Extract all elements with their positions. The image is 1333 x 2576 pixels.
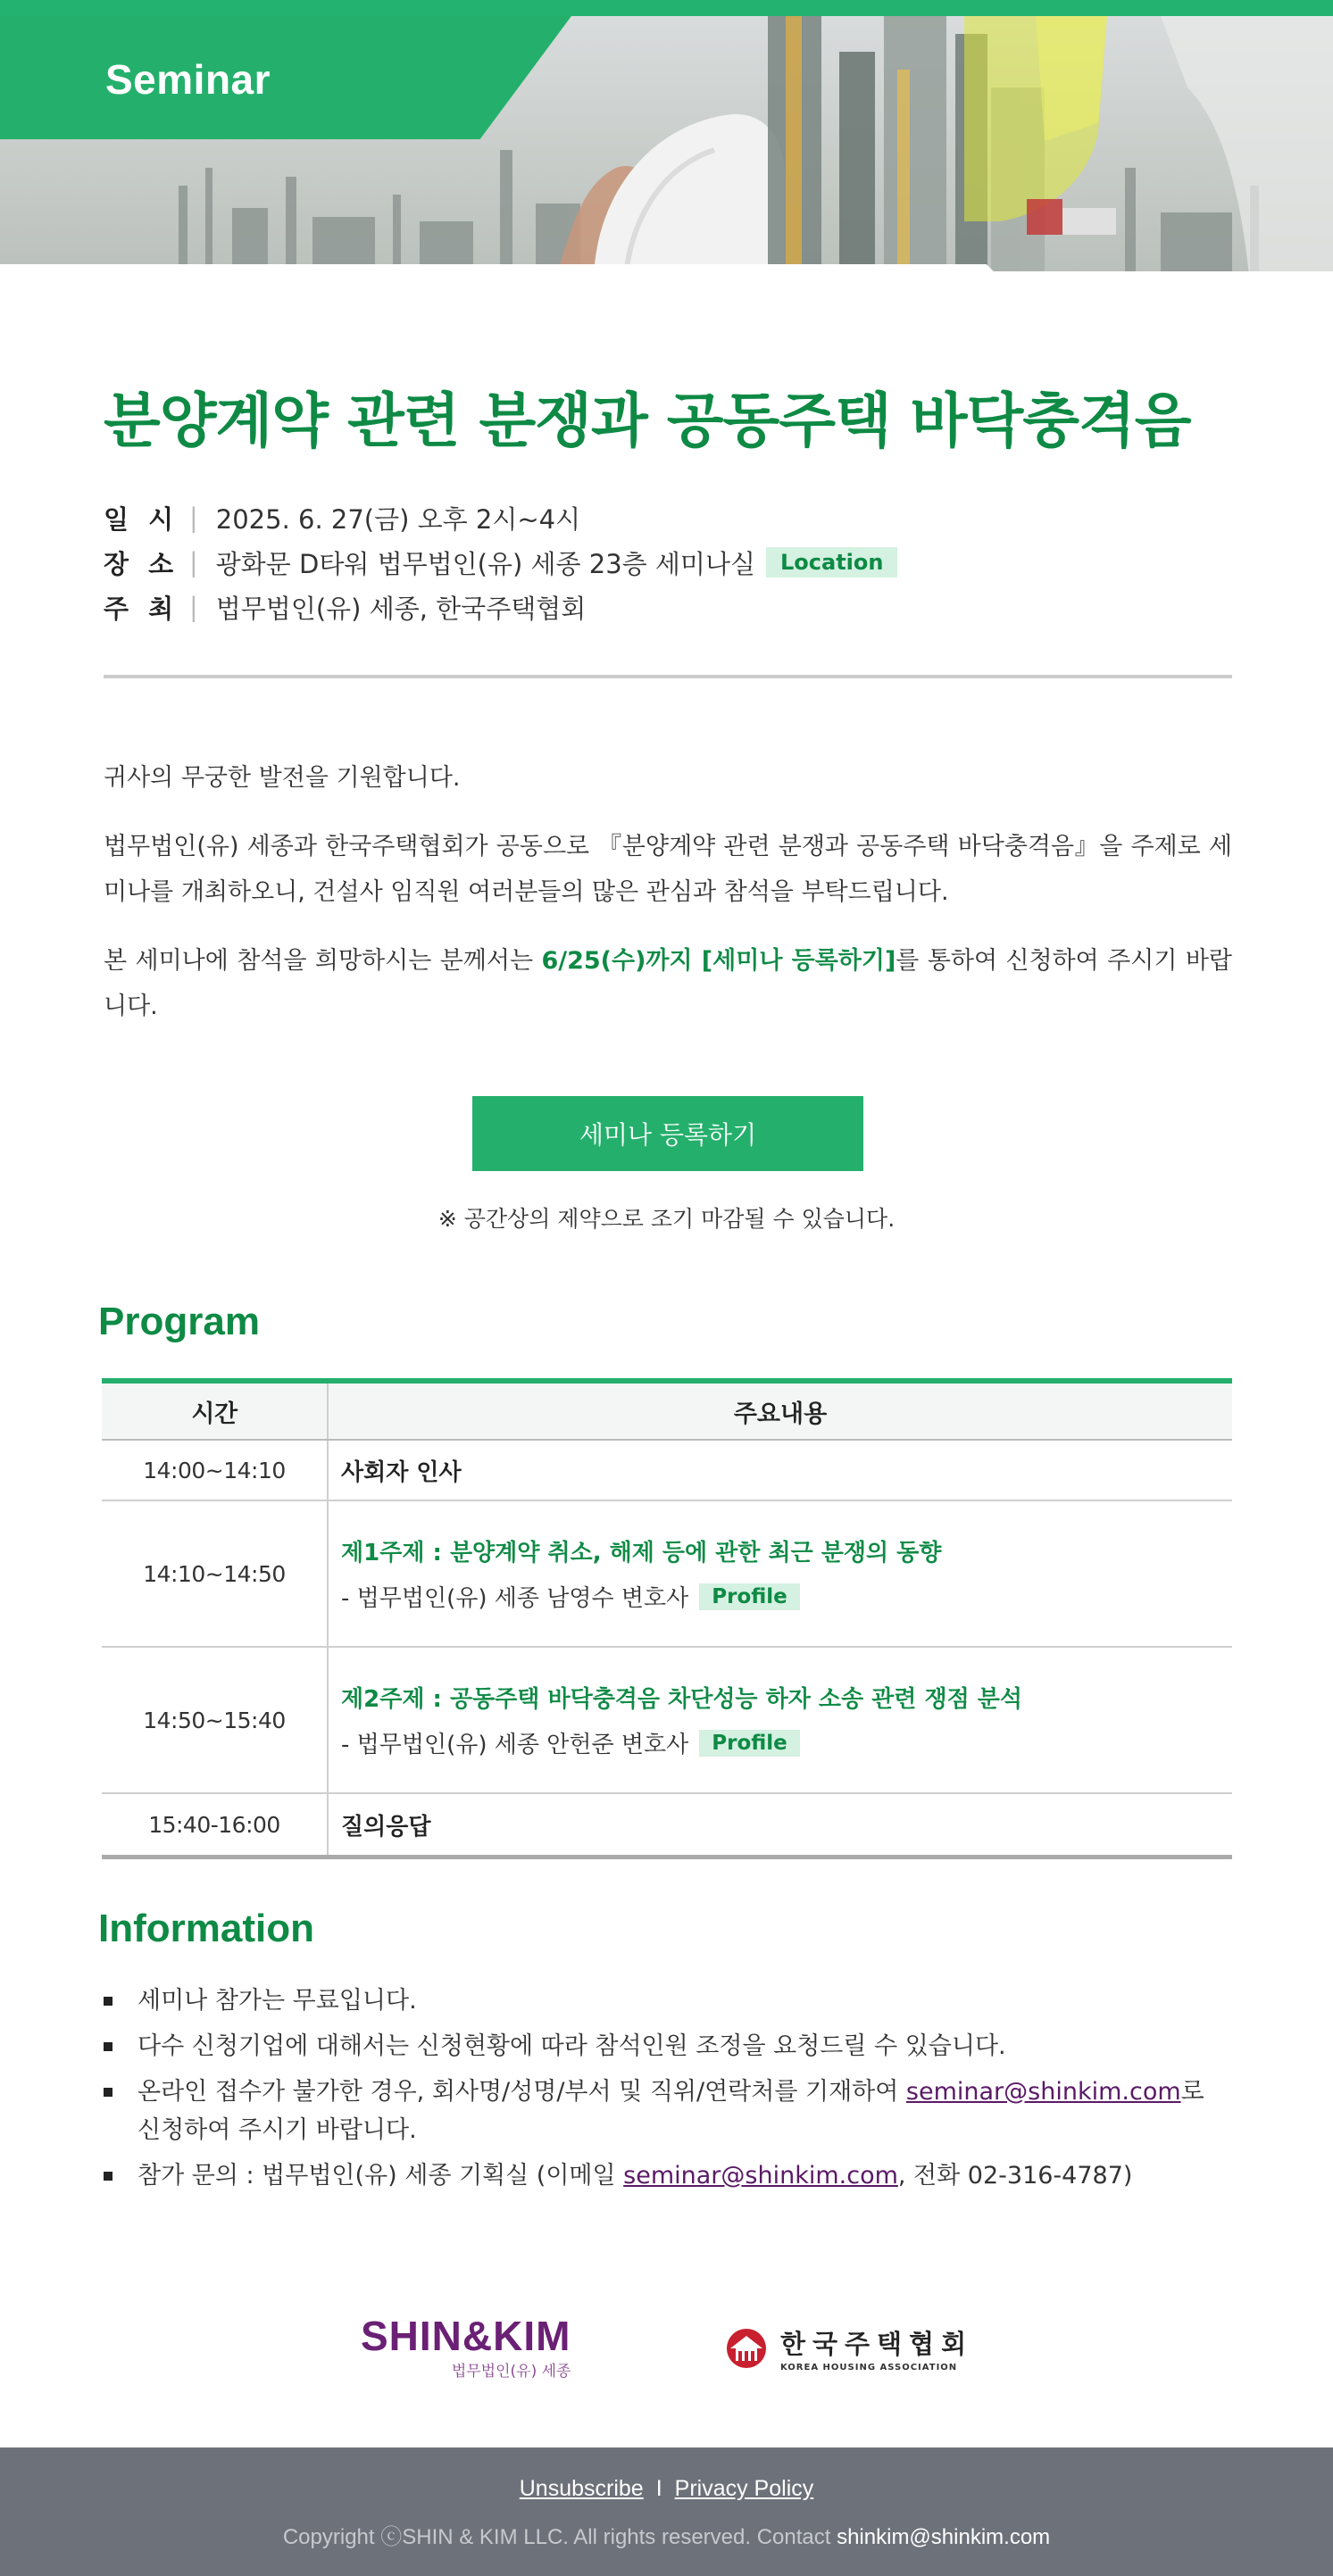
meta-venue — [104, 540, 897, 585]
footer — [0, 2447, 1333, 2576]
meta-venue-value: 광화문 D타워 법무법인(유) 세종 23층 세미나실 — [215, 548, 755, 579]
footer-link-separator: I — [655, 2476, 662, 2501]
program-theme: 제1주제 : 분양계약 취소, 해제 등에 관한 최근 분쟁의 동향 — [341, 1540, 942, 1566]
program-header-row — [102, 1384, 1232, 1441]
meta-host-value: 법무법인(유) 세종, 한국주택협회 — [215, 593, 587, 624]
list-item — [102, 2156, 1232, 2195]
location-link[interactable]: Location — [766, 547, 897, 578]
program-content — [329, 1501, 1232, 1646]
info-text: 참가 문의 : 법무법인(유) 세종 기획실 (이메일 — [137, 2162, 624, 2190]
invitation-body — [104, 755, 1232, 1052]
email-link[interactable]: seminar@shinkim.com — [623, 2162, 898, 2190]
table-row — [102, 1794, 1232, 1855]
program-topic: 사회자 인사 — [341, 1458, 462, 1486]
information-list — [102, 1982, 1232, 2202]
table-row — [102, 1501, 1232, 1648]
event-meta — [104, 495, 897, 629]
program-theme: 제2주제 : 공동주택 바닥충격음 차단성능 하자 소송 관련 쟁점 분석 — [341, 1686, 1022, 1713]
program-speaker — [341, 1580, 1232, 1613]
hardhat-icon — [594, 114, 786, 284]
meta-host — [104, 585, 897, 629]
meta-separator: | — [189, 503, 198, 533]
program-time: 14:00~14:10 — [102, 1441, 329, 1500]
program-col-content: 주요내용 — [733, 1400, 828, 1428]
program-content — [329, 1441, 1232, 1500]
program-time: 14:50~15:40 — [102, 1648, 329, 1792]
shinkim-logo-text: SHIN&KIM — [361, 2313, 571, 2359]
copyright-text: Copyright ⓒSHIN & KIM LLC. All rights reserved. Contact — [282, 2525, 837, 2549]
info-text: 온라인 접수가 불가한 경우, 회사명/성명/부서 및 직위/연락처를 기재하여 — [137, 2078, 906, 2106]
meta-venue-key: 장 소 — [104, 548, 179, 579]
program-time: 14:10~14:50 — [102, 1501, 329, 1646]
registration-deadline: 6/25(수)까지 [세미나 등록하기] — [541, 947, 896, 975]
list-item: 세미나 참가는 무료입니다. — [102, 1982, 1232, 2020]
footer-copyright — [0, 2519, 1333, 2550]
page-title: 분양계약 관련 분쟁과 공동주택 바닥충격음 — [104, 386, 1191, 455]
program-speaker — [341, 1726, 1232, 1759]
meta-date-key: 일 시 — [104, 503, 179, 535]
meta-date — [104, 495, 897, 540]
meta-host-key: 주 최 — [104, 593, 179, 624]
shinkim-logo-subtext: 법무법인(유) 세종 — [451, 2363, 571, 2381]
meta-separator: | — [189, 547, 198, 578]
list-item — [102, 2073, 1232, 2149]
profile-link[interactable]: Profile — [699, 1730, 800, 1757]
kha-logo-korean: 한국주택협회 — [780, 2329, 974, 2359]
email-link[interactable]: seminar@shinkim.com — [905, 2078, 1181, 2106]
banner-label: Seminar — [105, 56, 271, 103]
registration-text — [104, 938, 1232, 1029]
capacity-note: ※ 공간상의 제약으로 조기 마감될 수 있습니다. — [437, 1206, 896, 1232]
program-col-time: 시간 — [102, 1384, 329, 1439]
program-heading: Program — [98, 1300, 260, 1343]
registration-text-after: 를 통하여 신청하여 주시기 바랍니다. — [104, 947, 1232, 1020]
seminar-tab — [0, 16, 571, 139]
registration-text-before: 본 세미나에 참석을 희망하시는 분께서는 — [104, 947, 542, 975]
list-item: 다수 신청기업에 대해서는 신청현황에 따라 참석인원 조정을 요청드릴 수 있습니다. — [102, 2027, 1232, 2065]
info-text: , 전화 02-316-4787) — [897, 2162, 1133, 2190]
header-banner — [0, 0, 1333, 284]
meta-separator: | — [189, 592, 198, 622]
table-row — [102, 1441, 1232, 1501]
unsubscribe-link[interactable]: Unsubscribe — [519, 2476, 644, 2501]
intro-text: 법무법인(유) 세종과 한국주택협회가 공동으로 『분양계약 관련 분쟁과 공동주택 바닥충격음』을 주제로 세미나를 개최하오니, 건설사 임직원 여러분들의 많은 관심과 참석을 부탁드립니다. — [104, 833, 1232, 906]
info-text: 로 신청하여 주시기 바랍니다. — [137, 2078, 1204, 2144]
kha-logo-english: KOREA HOUSING ASSOCIATION — [780, 2363, 958, 2372]
contact-email[interactable]: shinkim@shinkim.com — [837, 2525, 1051, 2549]
information-heading: Information — [98, 1907, 314, 1950]
footer-links — [0, 2476, 1333, 2502]
program-topic: 질의응답 — [341, 1813, 431, 1841]
kha-logo — [721, 2324, 973, 2372]
speaker-name: - 법무법인(유) 세종 남영수 변호사 — [341, 1585, 689, 1612]
program-time: 15:40-16:00 — [102, 1794, 329, 1855]
banner-top-stripe — [0, 0, 1333, 16]
program-content — [329, 1794, 1232, 1855]
greeting-text: 귀사의 무궁한 발전을 기원합니다. — [104, 764, 461, 792]
profile-link[interactable]: Profile — [699, 1583, 800, 1610]
program-table — [102, 1378, 1232, 1859]
section-divider — [104, 675, 1232, 678]
banner-bottom-fill — [0, 271, 1333, 284]
kha-house-icon — [721, 2327, 771, 2370]
privacy-policy-link[interactable]: Privacy Policy — [674, 2476, 814, 2501]
speaker-name: - 법무법인(유) 세종 안헌준 변호사 — [341, 1732, 689, 1758]
table-row — [102, 1648, 1232, 1794]
register-button[interactable]: 세미나 등록하기 — [472, 1096, 863, 1171]
meta-date-value: 2025. 6. 27(금) 오후 2시~4시 — [215, 503, 581, 535]
program-content — [329, 1648, 1232, 1792]
shinkim-logo — [361, 2312, 571, 2381]
